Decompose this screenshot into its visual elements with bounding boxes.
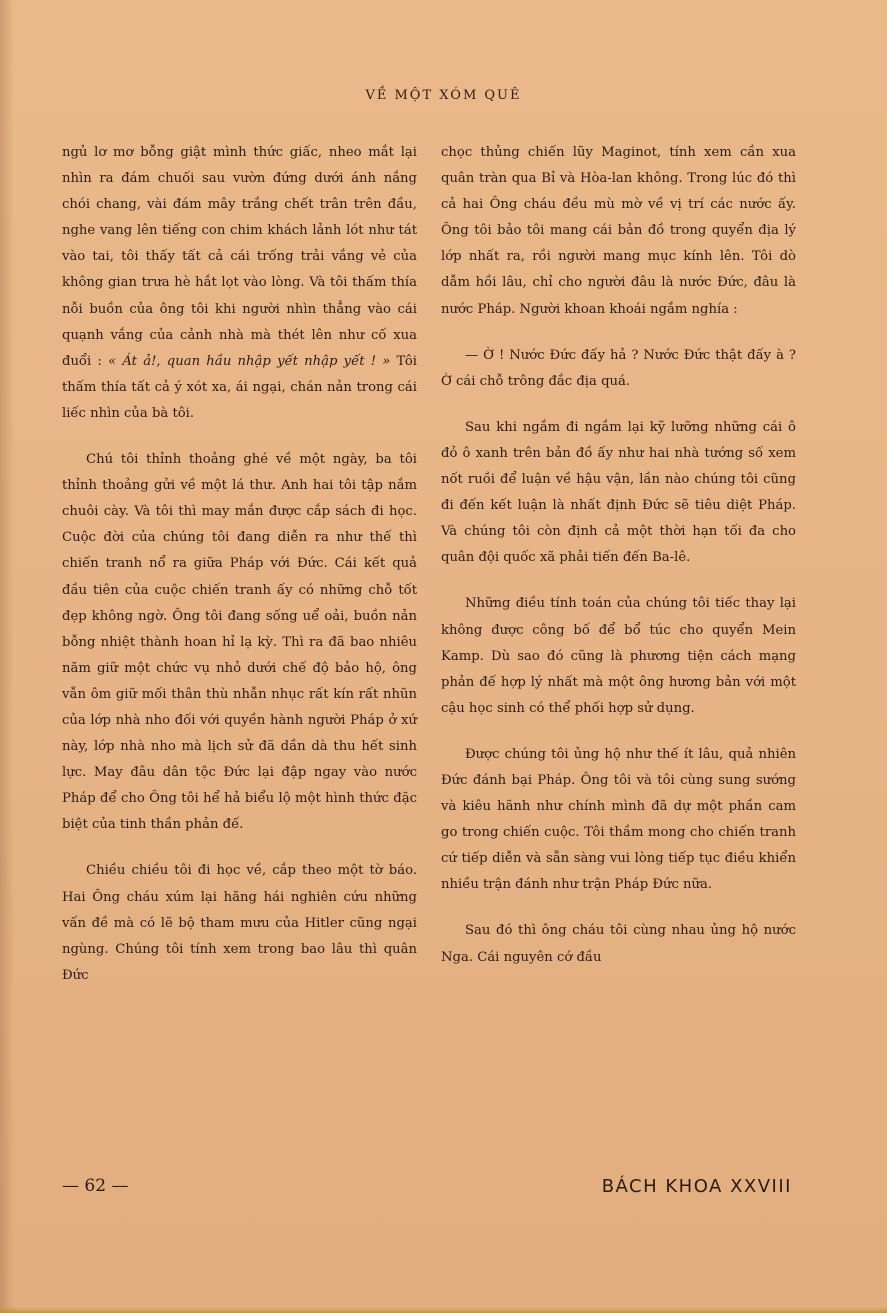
right-column	[441, 140, 796, 991]
paragraph: Những điều tính toán của chúng tôi tiếc thay lại không được công bố để bổ túc cho quyển Mein Kamp. Dù sao đó cũng là phương tiện cách mạng phản đế hợp lý nhất mà một ông hương bản với một cậu học sinh có thể phối hợp sử dụng.	[441, 596, 796, 716]
paragraph: chọc thủng chiến lũy Maginot, tính xem cần xua quân tràn qua Bỉ và Hòa-lan không. Trong lúc đó thì cả hai Ông cháu đều mù mờ về vị trí các nước ấy. Ông tôi bảo tôi mang cái bản đồ trong quyển địa lý lớp nhất ra, rồi người mang mục kính lên. Tôi dò dẫm hồi lâu, chỉ cho người đâu là nước Đức, đâu là nước Pháp. Người khoan khoái ngắm nghía :	[441, 145, 796, 317]
dialogue-paragraph: — Ờ ! Nước Đức đấy hả ? Nước Đức thật đấy à ? Ờ cái chỗ trông đắc địa quá.	[441, 347, 796, 389]
page-bottom-edge	[0, 1307, 887, 1313]
paragraph-text: ngủ lơ mơ bỗng giật mình thức giấc, nheo mắt lại nhìn ra đám chuối sau vườn đứng dưới ánh nắng chói chang, vài đám mây trắng chết trân trên đầu, nghe vang lên tiếng con chim khách lảnh lót như tát vào tai, tôi thấy tất cả cái trống trải vắng vẻ của không gian trưa hè hắt lọt vào lòng. Và tôi thấm thía nỗi buồn của ông tôi khi người nhìn thẳng vào cái quạnh vắng của cảnh nhà mà thét lên như cố xua đuổi :	[62, 145, 417, 369]
quoted-exclamation: « Át ả!, quan hầu nhập yết nhập yết ! »	[108, 353, 391, 369]
paragraph: Được chúng tôi ủng hộ như thế ít lâu, quả nhiên Đức đánh bại Pháp. Ông tôi và tôi cùng sung sướng và kiêu hãnh như chính mình đã dự một phần cam go trong chiến cuộc. Tôi thầm mong cho chiến tranh cứ tiếp diễn và sẵn sàng vui lòng tiếp tục điều khiển nhiều trận đánh như trận Pháp Đức nữa.	[441, 746, 796, 893]
paragraph: Sau đó thì ông cháu tôi cùng nhau ủng hộ nước Nga. Cái nguyên cớ đầu	[441, 923, 796, 965]
paragraph	[62, 140, 417, 427]
paragraph: Chú tôi thỉnh thoảng ghé về một ngày, ba tôi thỉnh thoảng gửi về một lá thư. Anh hai tôi tập nắm chuôi cày. Và tôi thì may mắn được cắp sách đi học. Cuộc đời của chúng tôi đang diễn ra như thế thì chiến tranh nổ ra giữa Pháp với Đức. Cái kết quả đầu tiên của cuộc chiến tranh ấy có những chỗ tốt đẹp không ngờ. Ông tôi đang sống uể oải, buồn nản bỗng nhiệt thành hoan hỉ lạ kỳ. Thì ra đã bao nhiêu năm giữ một chức vụ nhỏ dưới chế độ bảo hộ, ông vẫn ôm giữ mối thân thù nhẫn nhục rất kín rất nhũn của lớp nhà nho đối với quyền hành người Pháp ở xứ này, lớp nhà nho mà lịch sử đã dần dà thu hết sinh lực. May đâu dân tộc Đức lại đập ngay vào nước Pháp để cho Ông tôi hể hả biểu lộ một hình thức đặc biệt của tinh thần phản đế.	[62, 452, 417, 833]
paragraph-text: Tôi thấm thía tất cả ý xót xa, ái ngại, chán nản trong cái liếc nhìn của bà tôi.	[62, 353, 417, 421]
running-header: VỀ MỘT XÓM QUÊ	[365, 88, 522, 103]
paragraph: Chiều chiều tôi đi học về, cắp theo một tờ báo. Hai Ông cháu xúm lại hăng hái nghiên cứu những vấn đề mà có lẽ bộ tham mưu của Hitler cũng ngại ngùng. Chúng tôi tính xem trong bao lâu thì quân Đức	[62, 863, 417, 983]
left-column	[62, 140, 417, 1009]
page-edge-shadow	[0, 0, 14, 1313]
page-number: — 62 —	[62, 1176, 129, 1196]
paragraph: Sau khi ngắm đi ngắm lại kỹ lưỡng những cái ô đỏ ô xanh trên bản đồ ấy như hai nhà tướng số xem nốt ruồi để luận về hậu vận, lần nào chúng tôi cũng đi đến kết luận là nhất định Đức sẽ tiêu diệt Pháp. Và chúng tôi còn định cả một thời hạn tối đa cho quân đội quốc xã phải tiến đến Ba-lê.	[441, 419, 796, 566]
magazine-title: BÁCH KHOA XXVIII	[601, 1176, 792, 1197]
